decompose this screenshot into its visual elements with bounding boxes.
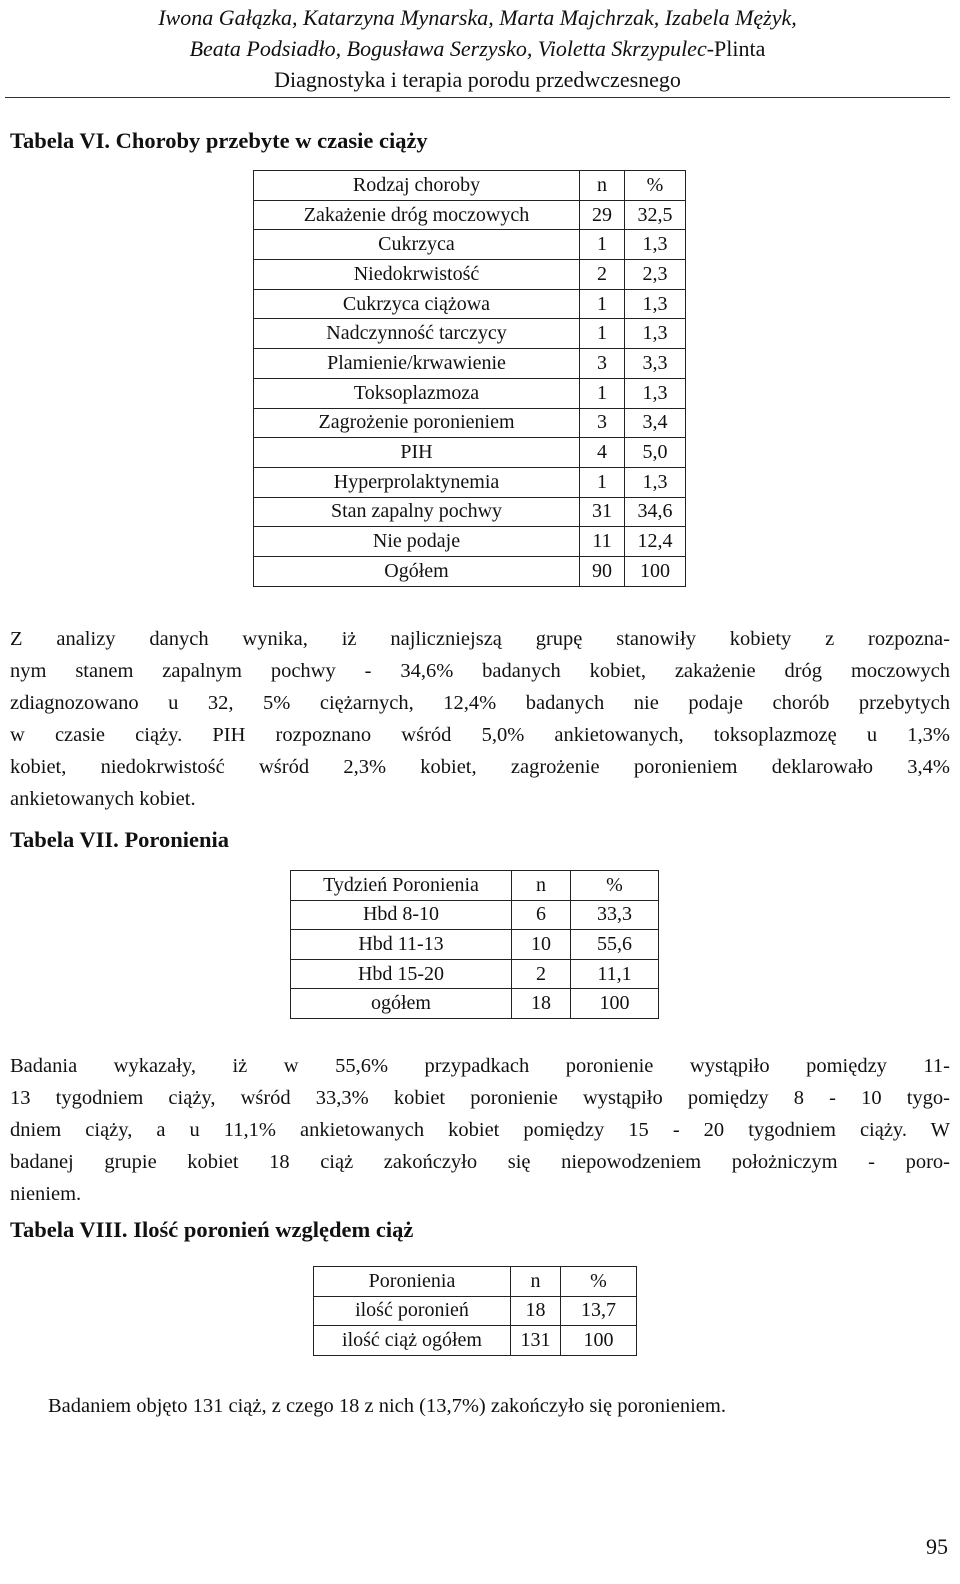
table8-caption [10, 1217, 413, 1243]
table6-caption [10, 128, 428, 154]
table-cell: Cukrzyca ciążowa [254, 289, 580, 319]
paragraph1-line: ankietowanych kobiet. [10, 788, 196, 810]
table-cell: 18 [511, 1296, 561, 1326]
table-cell: Zakażenie dróg moczowych [254, 200, 580, 230]
table7-caption [10, 827, 229, 853]
table-cell: 3,3 [625, 349, 686, 379]
table-cell: 3,4 [625, 408, 686, 438]
table8-body [314, 1267, 637, 1356]
table-row [314, 1296, 637, 1326]
table-cell: ilość poronień [314, 1296, 511, 1326]
page-number: 95 [926, 1534, 948, 1559]
table-cell: ogółem [291, 989, 512, 1019]
table-row [254, 289, 686, 319]
table6 [253, 170, 686, 587]
table-cell: Zagrożenie poronieniem [254, 408, 580, 438]
table7 [290, 870, 659, 1019]
table-cell: 3 [580, 408, 625, 438]
table-cell: Stan zapalny pochwy [254, 497, 580, 527]
table-row [254, 378, 686, 408]
table-cell: 2 [580, 260, 625, 290]
table-cell: 13,7 [561, 1296, 637, 1326]
table-cell: Hbd 11-13 [291, 930, 512, 960]
table-row [254, 260, 686, 290]
table6-column-header: n [580, 171, 625, 201]
table-cell: 1 [580, 467, 625, 497]
table-row [254, 230, 686, 260]
table6-header-row [254, 171, 686, 201]
table8-caption-title: Ilość poronień względem ciąż [133, 1217, 414, 1242]
table6-caption-title: Choroby przebyte w czasie ciąży [115, 128, 428, 153]
table-cell: Niedokrwistość [254, 260, 580, 290]
table-cell: 90 [580, 556, 625, 586]
table-cell: 6 [512, 900, 571, 930]
table-cell: 100 [625, 556, 686, 586]
paragraph-1 [10, 623, 950, 815]
table-cell: 1 [580, 378, 625, 408]
header-authors-line2-italic: Beata Podsiadło, Bogusława Serzysko, Violetta Skrzypulec [189, 36, 707, 61]
table7-column-header: Tydzień Poronienia [291, 871, 512, 901]
table7-caption-prefix: Tabela VII. [10, 827, 119, 852]
paragraph2-line: badanej grupie kobiet 18 ciąż zakończyło się niepowodzeniem położniczym - poro- [10, 1151, 950, 1173]
table-cell: 31 [580, 497, 625, 527]
table-cell: 11,1 [571, 959, 659, 989]
table-cell: 1 [580, 230, 625, 260]
table-cell: 32,5 [625, 200, 686, 230]
table-cell: 12,4 [625, 527, 686, 557]
table6-body [254, 171, 686, 587]
table-row [254, 349, 686, 379]
table-cell: Plamienie/krwawienie [254, 349, 580, 379]
table-row [254, 319, 686, 349]
table-cell: 18 [512, 989, 571, 1019]
paragraph-3-text: Badaniem objęto 131 ciąż, z czego 18 z nich (13,7%) zakończyło się poronieniem. [48, 1395, 726, 1417]
table8-column-header: Poronienia [314, 1267, 511, 1297]
table-cell: 1 [580, 289, 625, 319]
paragraph2-line: nieniem. [10, 1183, 82, 1205]
table6-column-header: Rodzaj choroby [254, 171, 580, 201]
table7-column-header: % [571, 871, 659, 901]
table-cell: Hbd 15-20 [291, 959, 512, 989]
paragraph2-line: Badania wykazały, iż w 55,6% przypadkach poronienie wystąpiło pomiędzy 11- [10, 1055, 950, 1077]
table7-header-row [291, 871, 659, 901]
table-cell: Toksoplazmoza [254, 378, 580, 408]
table-cell: 33,3 [571, 900, 659, 930]
table-cell: 34,6 [625, 497, 686, 527]
table-cell: Hbd 8-10 [291, 900, 512, 930]
table8 [313, 1266, 637, 1356]
table-row [291, 989, 659, 1019]
table-row [254, 438, 686, 468]
table-row [291, 959, 659, 989]
paragraph-3 [48, 1390, 948, 1422]
table-cell: Nadczynność tarczycy [254, 319, 580, 349]
table-cell: 2 [512, 959, 571, 989]
table-cell: 2,3 [625, 260, 686, 290]
table-row [254, 200, 686, 230]
header-authors-line1: Iwona Gałązka, Katarzyna Mynarska, Marta Majchrzak, Izabela Mężyk, [158, 5, 797, 30]
table-cell: 1,3 [625, 230, 686, 260]
table6-caption-prefix: Tabela VI. [10, 128, 111, 153]
paragraph2-line: 13 tygodniem ciąży, wśród 33,3% kobiet poronienie wystąpiło pomiędzy 8 - 10 tygo- [10, 1087, 950, 1109]
table-row [254, 527, 686, 557]
table-cell: 1,3 [625, 467, 686, 497]
table-cell: Cukrzyca [254, 230, 580, 260]
paragraph1-line: w czasie ciąży. PIH rozpoznano wśród 5,0% ankietowanych, toksoplazmozę u 1,3% [10, 724, 950, 746]
table-cell: 131 [511, 1326, 561, 1356]
table6-column-header: % [625, 171, 686, 201]
header-article-title: Diagnostyka i terapia porodu przedwczesnego [274, 67, 681, 92]
table7-column-header: n [512, 871, 571, 901]
table-cell: Ogółem [254, 556, 580, 586]
table8-header-row [314, 1267, 637, 1297]
paragraph2-line: dniem ciąży, a u 11,1% ankietowanych kobiet pomiędzy 15 - 20 tygodniem ciąży. W [10, 1119, 950, 1141]
table-cell: 1 [580, 319, 625, 349]
table-cell: 1,3 [625, 378, 686, 408]
table-cell: 5,0 [625, 438, 686, 468]
paragraph1-line: Z analizy danych wynika, iż najliczniejszą grupę stanowiły kobiety z rozpozna- [10, 628, 950, 650]
table-cell: 55,6 [571, 930, 659, 960]
header-authors-line2 [5, 33, 950, 64]
table-row [314, 1326, 637, 1356]
paragraph1-line: zdiagnozowano u 32, 5% ciężarnych, 12,4% badanych nie podaje chorób przebytych [10, 692, 950, 714]
paragraph1-line: kobiet, niedokrwistość wśród 2,3% kobiet, zagrożenie poronieniem deklarowało 3,4% [10, 756, 950, 778]
table-cell: 1,3 [625, 319, 686, 349]
table-cell: ilość ciąż ogółem [314, 1326, 511, 1356]
table-row [254, 556, 686, 586]
table-row [254, 408, 686, 438]
table-cell: 10 [512, 930, 571, 960]
table-row [254, 497, 686, 527]
table-row [291, 930, 659, 960]
table-cell: PIH [254, 438, 580, 468]
table-cell: 3 [580, 349, 625, 379]
paragraph1-line: nym stanem zapalnym pochwy - 34,6% badanych kobiet, zakażenie dróg moczowych [10, 660, 950, 682]
table-cell: 29 [580, 200, 625, 230]
running-header [5, 2, 950, 98]
table-cell: 1,3 [625, 289, 686, 319]
table-row [291, 900, 659, 930]
table7-body [291, 871, 659, 1019]
table-cell: 4 [580, 438, 625, 468]
paragraph-2 [10, 1050, 950, 1210]
table-cell: 100 [571, 989, 659, 1019]
table-cell: Nie podaje [254, 527, 580, 557]
table-cell: Hyperprolaktynemia [254, 467, 580, 497]
header-authors-line2-plain: -Plinta [706, 36, 766, 61]
table-cell: 11 [580, 527, 625, 557]
table8-caption-prefix: Tabela VIII. [10, 1217, 128, 1242]
table8-column-header: % [561, 1267, 637, 1297]
table8-column-header: n [511, 1267, 561, 1297]
table-row [254, 467, 686, 497]
table7-caption-title: Poronienia [124, 827, 230, 852]
table-cell: 100 [561, 1326, 637, 1356]
